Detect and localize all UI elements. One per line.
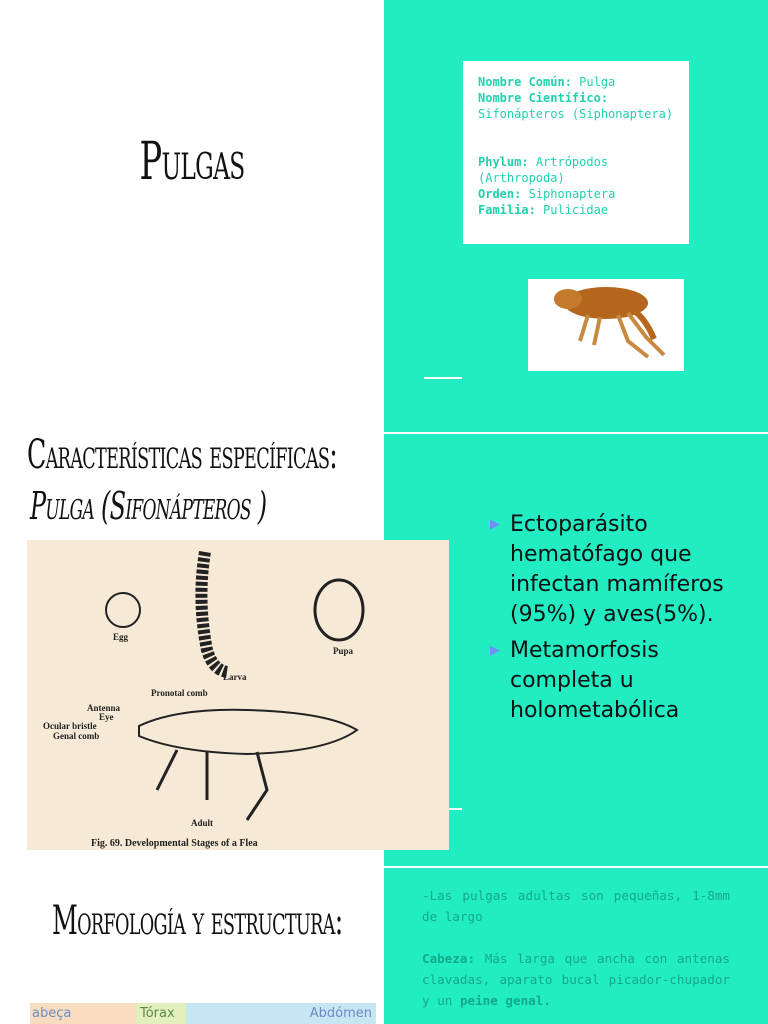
slide-pulgas — [0, 0, 768, 432]
familia-value: Pulicidae — [543, 203, 609, 217]
diagram-caption: Fig. 69. Developmental Stages of a Flea — [91, 838, 258, 849]
cabeza-label: Cabeza: — [422, 951, 476, 966]
nombre-cientifico-value: Sifonápteros (Siphonaptera) — [478, 107, 674, 121]
flea-lifecycle-diagram — [27, 540, 449, 850]
orden-label: Orden: — [478, 187, 522, 201]
slide3-right-panel — [384, 868, 768, 1024]
bullet-arrow-icon: ▶ — [490, 517, 500, 532]
bullet-list — [490, 510, 760, 732]
slide3-title: Morfología y estructura: — [52, 898, 343, 944]
egg-label: Egg — [113, 632, 129, 642]
pupa-label: Pupa — [333, 646, 354, 656]
genal-comb-label: Genal comb — [53, 731, 100, 741]
size-text: -Las pulgas adultas son pequeñas, 1-8mm de largo — [422, 888, 730, 924]
slide1-title: Pulgas — [139, 132, 245, 192]
familia-label: Familia: — [478, 203, 536, 217]
body-parts-strip — [30, 1003, 376, 1024]
slide-caracteristicas — [0, 434, 768, 866]
nombre-comun-label: Nombre Común: — [478, 75, 572, 89]
bullet-item — [490, 636, 760, 726]
nombre-cientifico-label: Nombre Científico: — [478, 91, 609, 105]
abdomen-segment: Abdómen — [186, 1003, 376, 1024]
egg-drawing — [106, 593, 140, 627]
flea-photo — [528, 279, 684, 371]
ocular-bristle-label: Ocular bristle — [43, 721, 97, 731]
slide2-title-line2: Pulga (Sifonápteros ) — [30, 484, 267, 528]
phylum-label: Phylum: — [478, 155, 529, 169]
larva-label: Larva — [223, 672, 247, 682]
slide1-left-panel — [0, 0, 384, 432]
slide3-left-panel — [0, 868, 384, 1024]
bullet-arrow-icon: ▶ — [490, 643, 500, 658]
bullet-text: Ectoparásito hematófago que infectan mamíferos (95%) y aves(5%). — [510, 512, 724, 627]
eye-label: Eye — [99, 712, 114, 722]
taxonomy-card — [463, 61, 689, 244]
pupa-drawing — [315, 580, 363, 640]
adult-flea-drawing — [139, 710, 357, 754]
pronotal-comb-label: Pronotal comb — [151, 688, 208, 698]
flea-illustration — [528, 279, 684, 371]
decorative-dash — [424, 377, 462, 379]
nombre-comun-value: Pulga — [579, 75, 616, 89]
torax-segment: Tórax — [136, 1003, 190, 1024]
bullet-item — [490, 510, 760, 630]
phylum-value: Artrópodos (Arthropoda) — [478, 155, 609, 185]
larva-drawing — [201, 552, 227, 672]
slide2-title-line1: Características específicas: — [27, 432, 338, 478]
cabeca-segment: abeça — [30, 1003, 138, 1024]
orden-value: Siphonaptera — [528, 187, 616, 201]
slide-morfologia — [0, 868, 768, 1024]
slide1-right-panel — [384, 0, 768, 432]
morphology-text — [422, 885, 730, 1011]
cabeza-text: Más larga que ancha con antenas clavadas, aparato bucal picador-chupador y un — [422, 951, 730, 1008]
bullet-text: Metamorfosis completa u holometabólica — [510, 638, 680, 723]
adult-label: Adult — [191, 818, 214, 828]
peine-genal-label: peine genal. — [459, 993, 551, 1008]
antenna-label: Antenna — [87, 703, 121, 713]
